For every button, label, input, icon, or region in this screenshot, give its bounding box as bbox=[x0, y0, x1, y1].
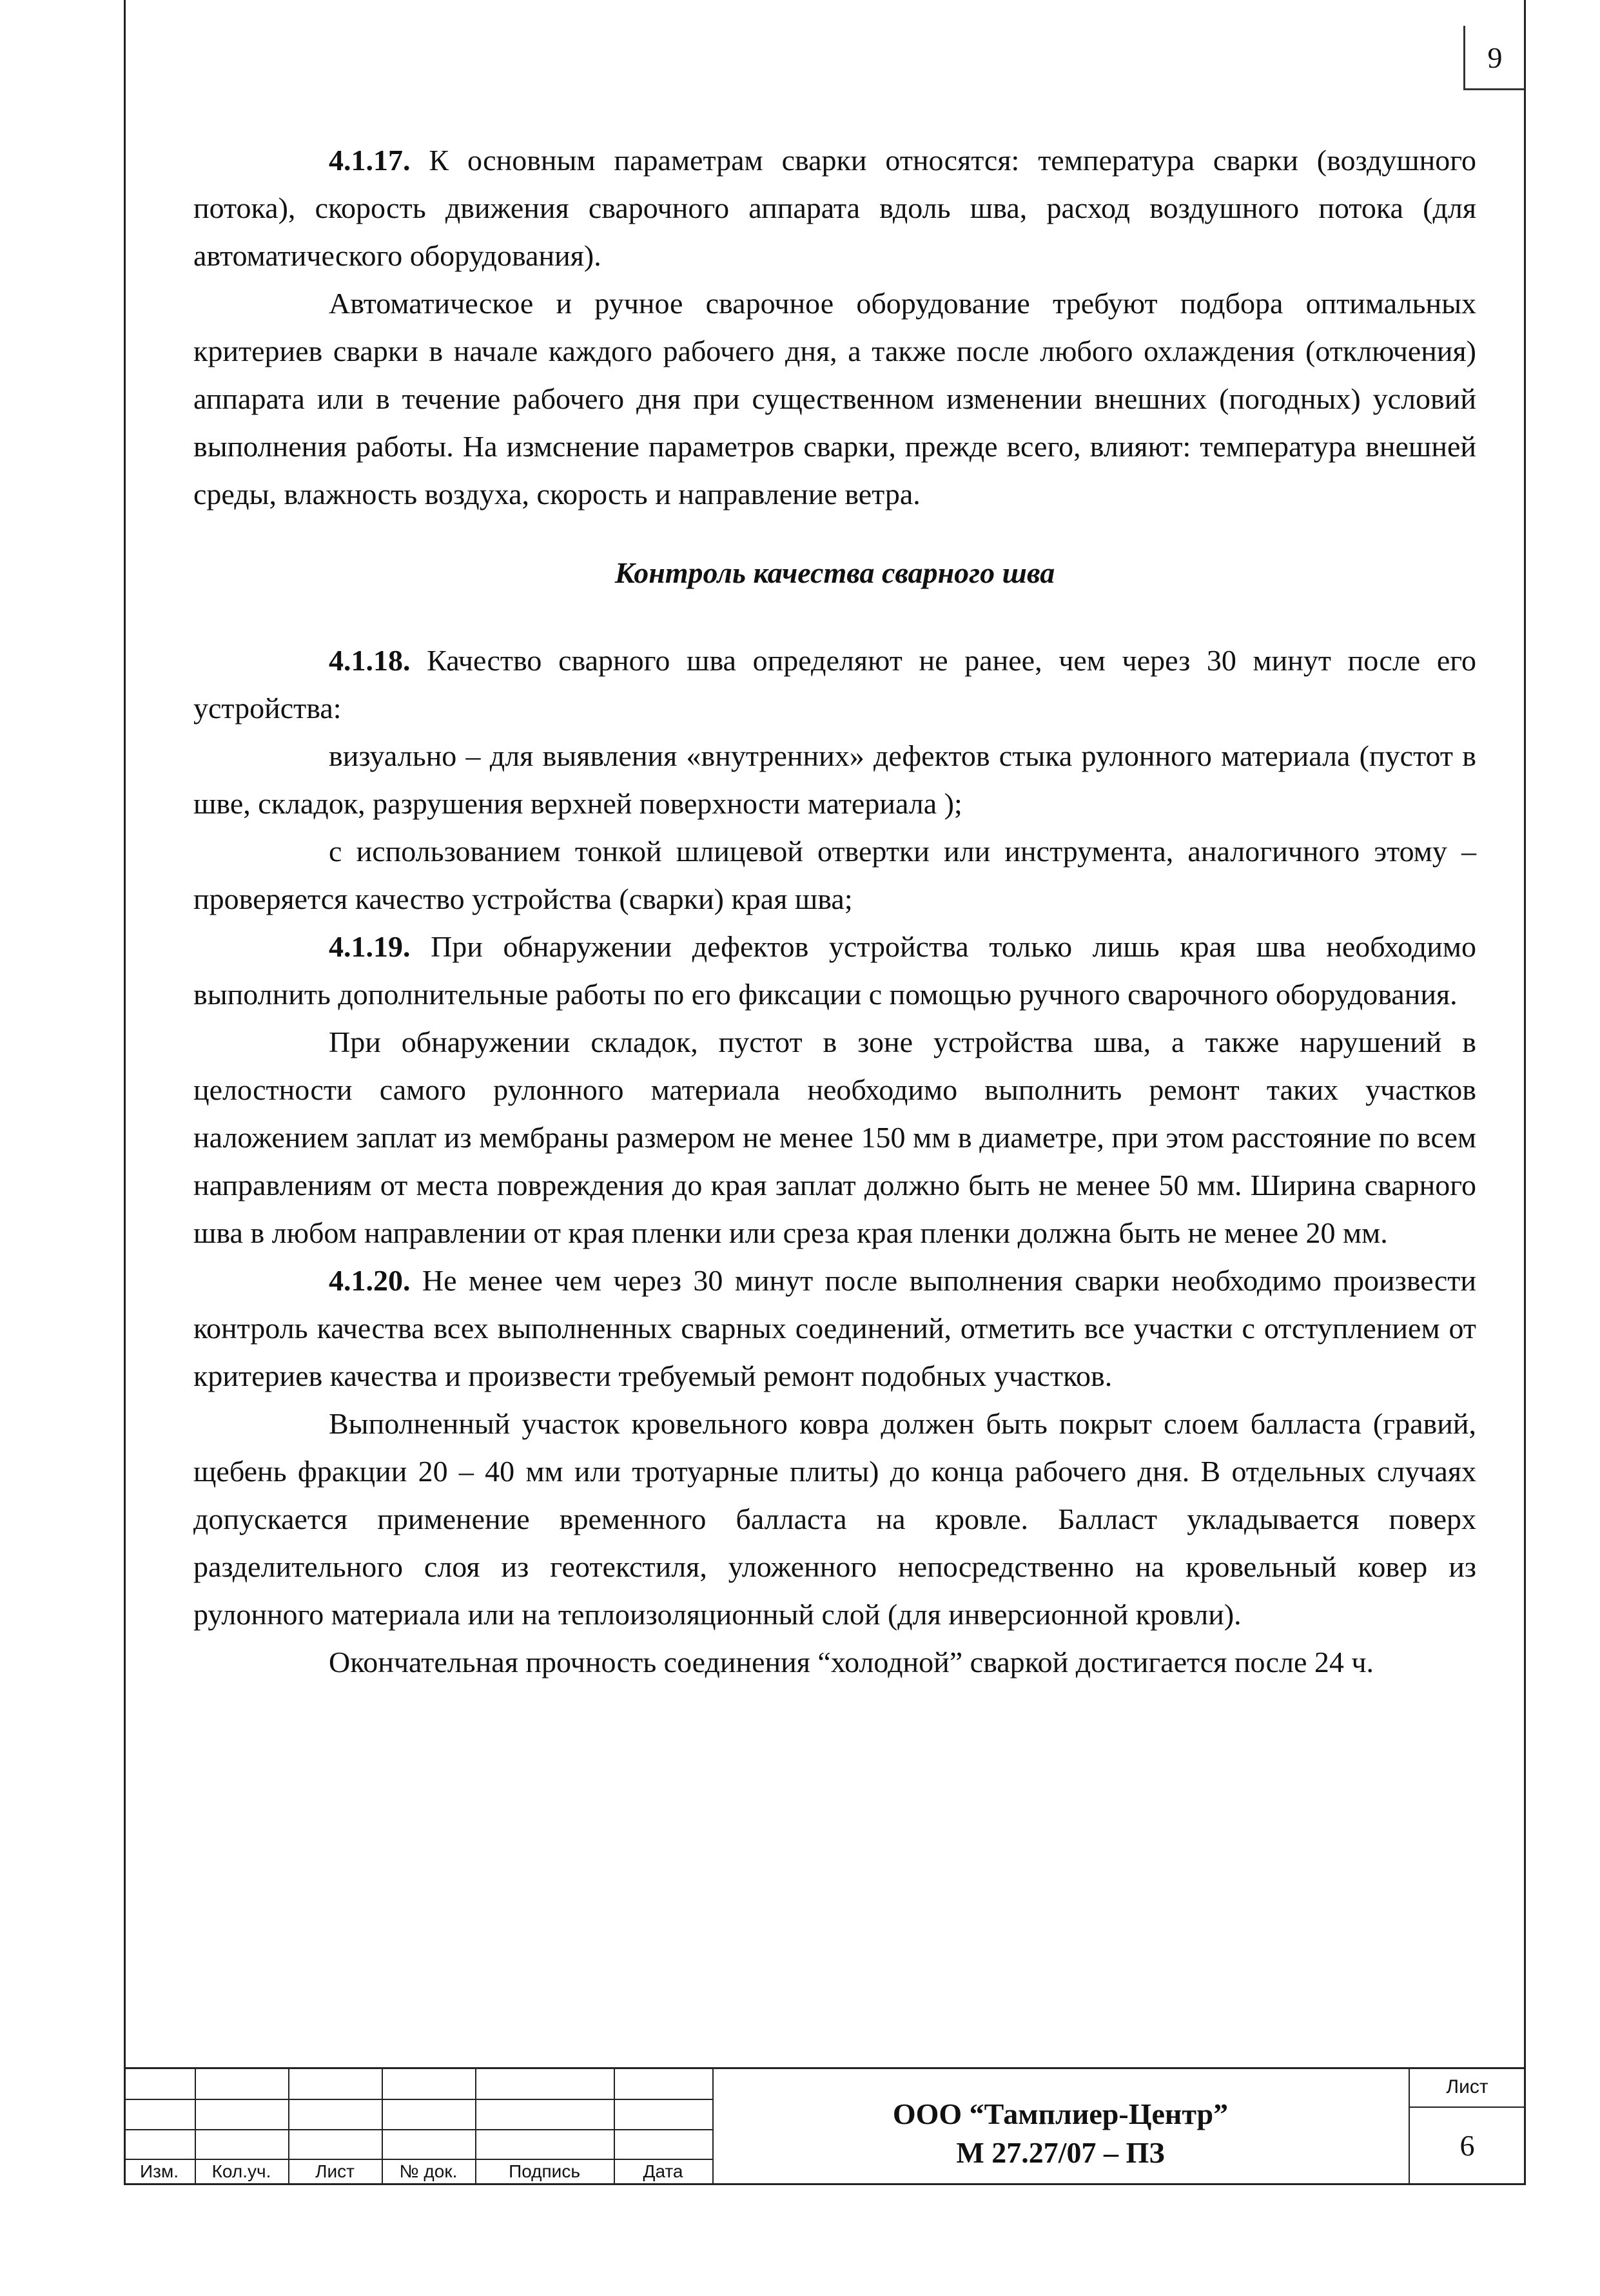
paragraph-4-1-20 bbox=[193, 1257, 1476, 1400]
paragraph: визуально – для выявления «внутренних» дефектов стыка рулонного материала (пустот в шве, складок, разрушения верхней поверхности материала ); bbox=[193, 739, 1476, 820]
clause-number: 4.1.17. bbox=[329, 144, 411, 177]
col-kol-uch: Кол.уч. bbox=[211, 2161, 271, 2181]
sheet-number: 6 bbox=[1459, 2129, 1475, 2162]
paragraph: Окончательная прочность соединения “холодной” сваркой достигается после 24 ч. bbox=[329, 1646, 1374, 1678]
grid-line bbox=[124, 2099, 712, 2100]
page-number-top: 9 bbox=[1463, 26, 1525, 90]
paragraph: с использованием тонкой шлицевой отвертки или инструмента, аналогичного этому – проверяется качество устройства (сварки) края шва; bbox=[193, 835, 1476, 915]
document-code: М 27.27/07 – ПЗ bbox=[956, 2136, 1165, 2169]
paragraph-4-1-19 bbox=[193, 923, 1476, 1018]
paragraph: При обнаружении складок, пустот в зоне устройства шва, а также нарушений в целостности самого рулонного материала необходимо выполнить ремонт таких участков наложением заплат из мембраны размером не менее 150 мм в диаметре, при этом расстояние по всем направлениям от места повреждения до края заплат должно быть не менее 50 мм. Ширина сварного шва в любом направлении от края пленки или среза края пленки должна быть не менее 20 мм. bbox=[193, 1026, 1476, 1249]
paragraph: Автоматическое и ручное сварочное оборудование требуют подбора оптимальных критериев сварки в начале каждого рабочего дня, а также после любого охлаждения (отключения) аппарата или в течение рабочего дня при существенном изменении внешних (погодных) условий выполнения работы. На измснение параметров сварки, прежде всего, влияют: температура внешней среды, влажность воздуха, скорость и направление ветра. bbox=[193, 287, 1476, 511]
col-no-doc: № док. bbox=[399, 2161, 458, 2181]
paragraph-text: Качество сварного шва определяют не ранее, чем через 30 минут после его устройства: bbox=[193, 644, 1476, 725]
paragraph-text: К основным параметрам сварки относятся: температура сварки (воздушного потока), скорость движения сварочного аппарата вдоль шва, расход воздушного потока (для автоматического оборудования). bbox=[193, 144, 1476, 272]
paragraph-4-1-18 bbox=[193, 637, 1476, 732]
col-list: Лист bbox=[315, 2161, 355, 2181]
clause-number: 4.1.19. bbox=[329, 930, 411, 963]
col-podpis: Подпись bbox=[509, 2161, 580, 2181]
paragraph-text: Не менее чем через 30 минут после выполнения сварки необходимо произвести контроль качества всех выполненных сварных соединений, отметить все участки с отступлением от критериев качества и произвести требуемый ремонт подобных участков. bbox=[193, 1264, 1476, 1392]
company-block bbox=[712, 2095, 1409, 2172]
paragraph-4-1-17 bbox=[193, 137, 1476, 280]
clause-number: 4.1.18. bbox=[329, 644, 411, 677]
col-data: Дата bbox=[643, 2161, 683, 2181]
paragraph-text: При обнаружении дефектов устройства только лишь края шва необходимо выполнить дополнительные работы по его фиксации с помощью ручного сварочного оборудования. bbox=[193, 930, 1476, 1011]
company-name: ООО “Тамплиер-Центр” bbox=[892, 2097, 1229, 2130]
col-izm: Изм. bbox=[140, 2161, 179, 2181]
paragraph: Выполненный участок кровельного ковра должен быть покрыт слоем балласта (гравий, щебень фракции 20 – 40 мм или тротуарные плиты) до конца рабочего дня. В отдельных случаях допускается применение временного балласта на кровле. Балласт укладывается поверх разделительного слоя из геотекстиля, уложенного непосредственно на кровельный ковер из рулонного материала или на теплоизоляционный слой (для инверсионной кровли). bbox=[193, 1407, 1476, 1631]
grid-line bbox=[124, 2129, 712, 2130]
sheet-label: Лист bbox=[1446, 2076, 1488, 2097]
title-block bbox=[124, 2067, 1526, 2185]
clause-number: 4.1.20. bbox=[329, 1264, 411, 1297]
document-body bbox=[193, 137, 1476, 1686]
section-heading: Контроль качества сварного шва bbox=[614, 556, 1055, 589]
